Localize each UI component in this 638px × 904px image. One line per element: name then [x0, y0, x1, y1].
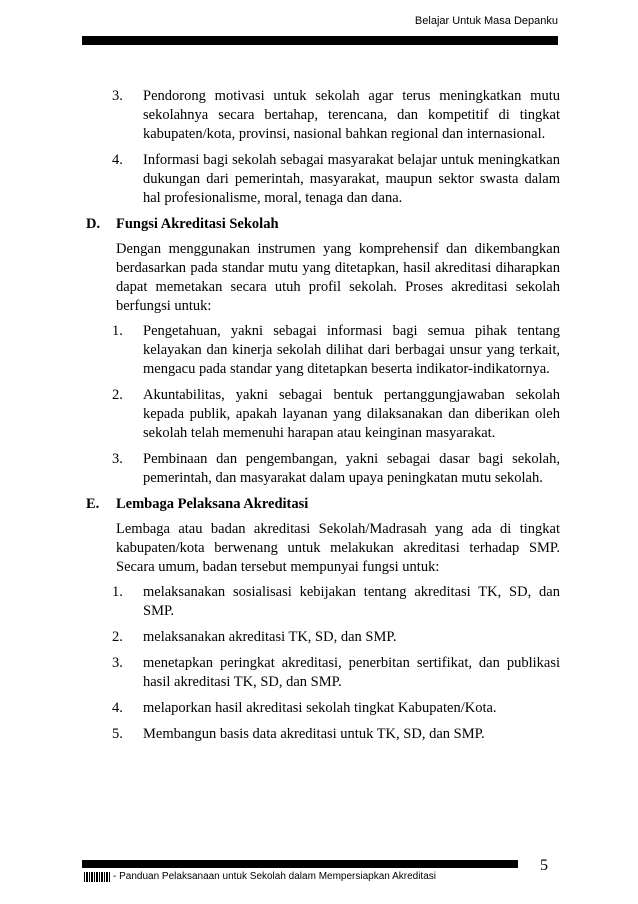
list-text: melaksanakan akreditasi TK, SD, dan SMP.: [143, 629, 397, 645]
list-number: 1.: [112, 584, 123, 600]
page-number: 5: [540, 857, 548, 874]
running-header: Belajar Untuk Masa Depanku: [414, 15, 558, 27]
list-item: [86, 628, 560, 647]
list-number: 4.: [112, 152, 123, 168]
section-heading-d: [86, 215, 560, 234]
list-number: 3.: [112, 88, 123, 104]
list-item: [86, 654, 560, 692]
section-intro: Dengan menggunakan instrumen yang komprehensif dan dikembangkan berdasarkan pada standar mutu yang ditetapkan, hasil akreditasi diharapkan dapat memetakan secara utuh profil sekolah. Proses akreditasi sekolah berfungsi untuk:: [116, 241, 560, 314]
section-letter: D.: [86, 216, 101, 232]
list-number: 4.: [112, 700, 123, 716]
list-number: 1.: [112, 323, 123, 339]
list-item: [86, 151, 560, 208]
footer-text: - Panduan Pelaksanaan untuk Sekolah dalam Mempersiapkan Akreditasi: [113, 871, 436, 882]
list-text: menetapkan peringkat akreditasi, penerbitan sertifikat, dan publikasi hasil akreditasi TK, SD, dan SMP.: [143, 655, 560, 690]
list-item: [86, 450, 560, 488]
footer-rule: [82, 860, 518, 868]
list-text: Informasi bagi sekolah sebagai masyarakat belajar untuk meningkatkan dukungan dari pemerintah, masyarakat, maupun sektor swasta dalam hal profesionalisme, moral, tenaga dan dana.: [143, 152, 560, 206]
list-item: [86, 322, 560, 379]
list-text: Membangun basis data akreditasi untuk TK, SD, dan SMP.: [143, 726, 485, 742]
list-text: melaksanakan sosialisasi kebijakan tentang akreditasi TK, SD, dan SMP.: [143, 584, 560, 619]
list-number: 5.: [112, 726, 123, 742]
list-text: melaporkan hasil akreditasi sekolah tingkat Kabupaten/Kota.: [143, 700, 497, 716]
header-rule: [82, 36, 558, 45]
section-intro: Lembaga atau badan akreditasi Sekolah/Madrasah yang ada di tingkat kabupaten/kota berwenang untuk melakukan akreditasi terhadap SMP. Secara umum, badan tersebut mempunyai fungsi untuk:: [116, 521, 560, 575]
section-letter: E.: [86, 496, 100, 512]
section-heading-e: [86, 495, 560, 514]
list-item: [86, 386, 560, 443]
list-number: 3.: [112, 655, 123, 671]
list-number: 2.: [112, 387, 123, 403]
list-text: Pembinaan dan pengembangan, yakni sebagai dasar bagi sekolah, pemerintah, dan masyarakat dalam upaya peningkatan mutu sekolah.: [143, 451, 560, 486]
page-content: [86, 87, 560, 751]
barcode-icon: [84, 872, 110, 882]
section-title: Lembaga Pelaksana Akreditasi: [116, 496, 309, 512]
list-item: [86, 699, 560, 718]
list-item: [86, 87, 560, 144]
list-number: 2.: [112, 629, 123, 645]
list-text: Pendorong motivasi untuk sekolah agar terus meningkatkan mutu sekolahnya secara bertahap, terencana, dan kompetitif di tingkat kabupaten/kota, provinsi, nasional bahkan regional dan internasional.: [143, 88, 560, 142]
list-item: [86, 725, 560, 744]
section-title: Fungsi Akreditasi Sekolah: [116, 216, 279, 232]
list-text: Pengetahuan, yakni sebagai informasi bagi semua pihak tentang kelayakan dan kinerja sekolah dilihat dari berbagai unsur yang terkait, mengacu pada standar yang ditetapkan beserta indikator-indikatornya.: [143, 323, 560, 377]
running-footer: [84, 871, 436, 882]
list-item: [86, 583, 560, 621]
list-text: Akuntabilitas, yakni sebagai bentuk pertanggungjawaban sekolah kepada publik, apakah layanan yang dilaksanakan dan diberikan oleh sekolah telah memenuhi harapan atau keinginan masyarakat.: [143, 387, 560, 441]
list-number: 3.: [112, 451, 123, 467]
